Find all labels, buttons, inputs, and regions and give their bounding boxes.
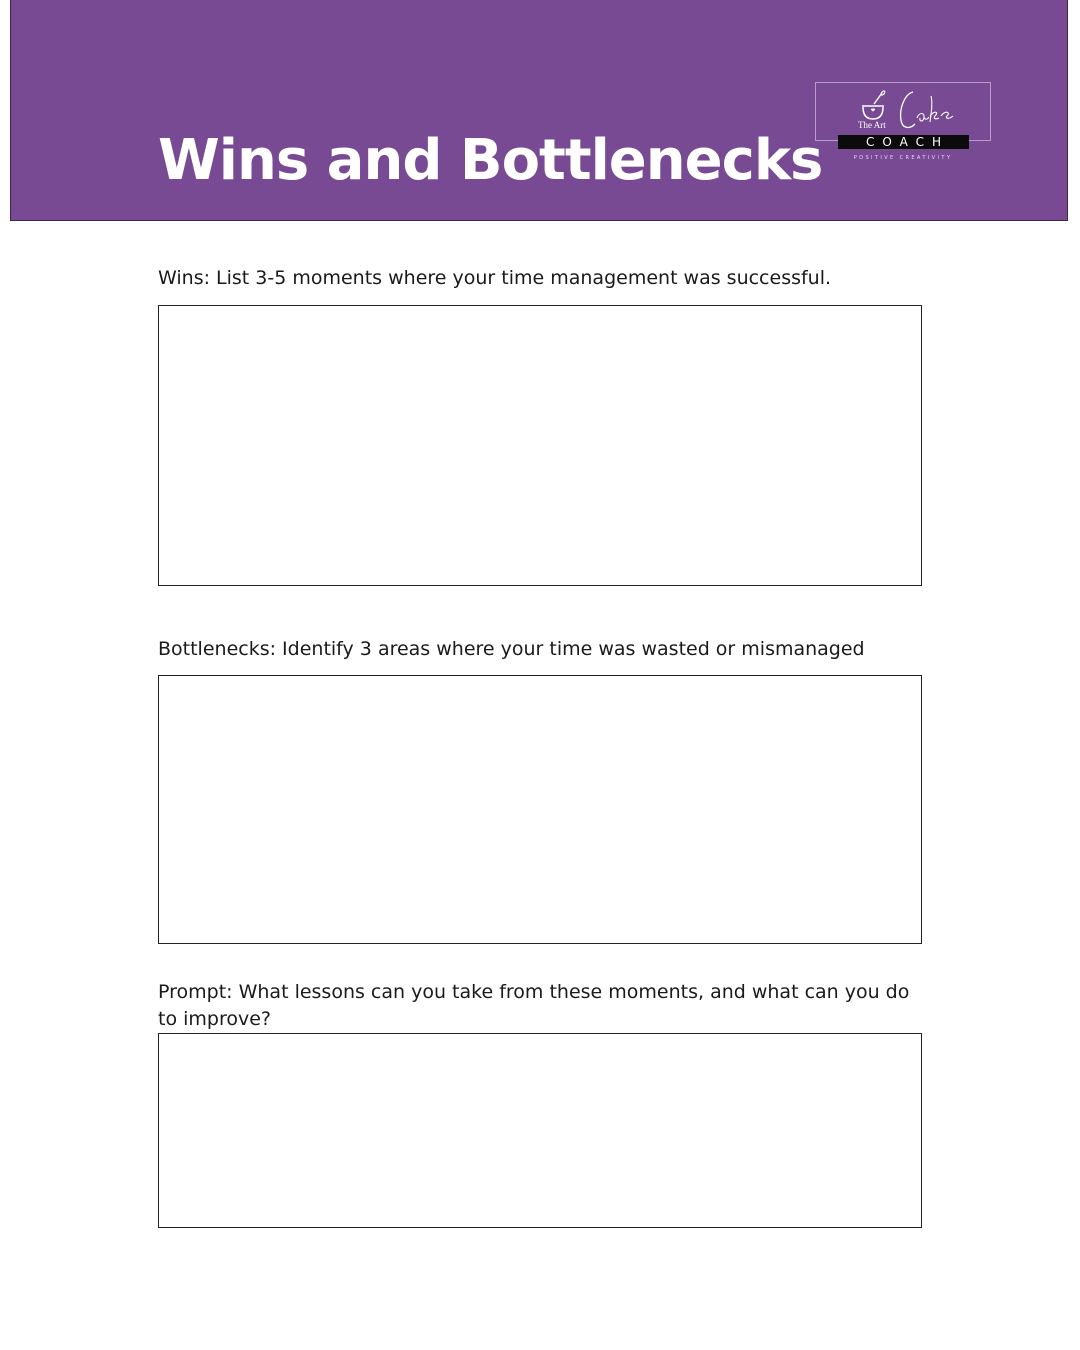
logo-coach-text: COACH	[838, 135, 969, 149]
reflection-answer-box[interactable]	[158, 1033, 922, 1228]
wins-answer-box[interactable]	[158, 305, 922, 586]
page-title: Wins and Bottlenecks	[158, 128, 823, 193]
logo-script-cake	[895, 84, 957, 136]
brand-logo	[815, 82, 991, 172]
reflection-prompt: Prompt: What lessons can you take from these moments, and what can you do to improve?	[158, 981, 910, 1030]
logo-tagline: POSITIVE CREATIVITY	[853, 155, 953, 161]
mixing-bowl-icon	[857, 90, 889, 122]
wins-prompt: Wins: List 3-5 moments where your time management was successful.	[158, 267, 832, 289]
logo-the-art-text: The Art	[858, 120, 886, 130]
bottlenecks-prompt: Bottlenecks: Identify 3 areas where your time was wasted or mismanaged	[158, 638, 865, 660]
bottlenecks-answer-box[interactable]	[158, 675, 922, 944]
